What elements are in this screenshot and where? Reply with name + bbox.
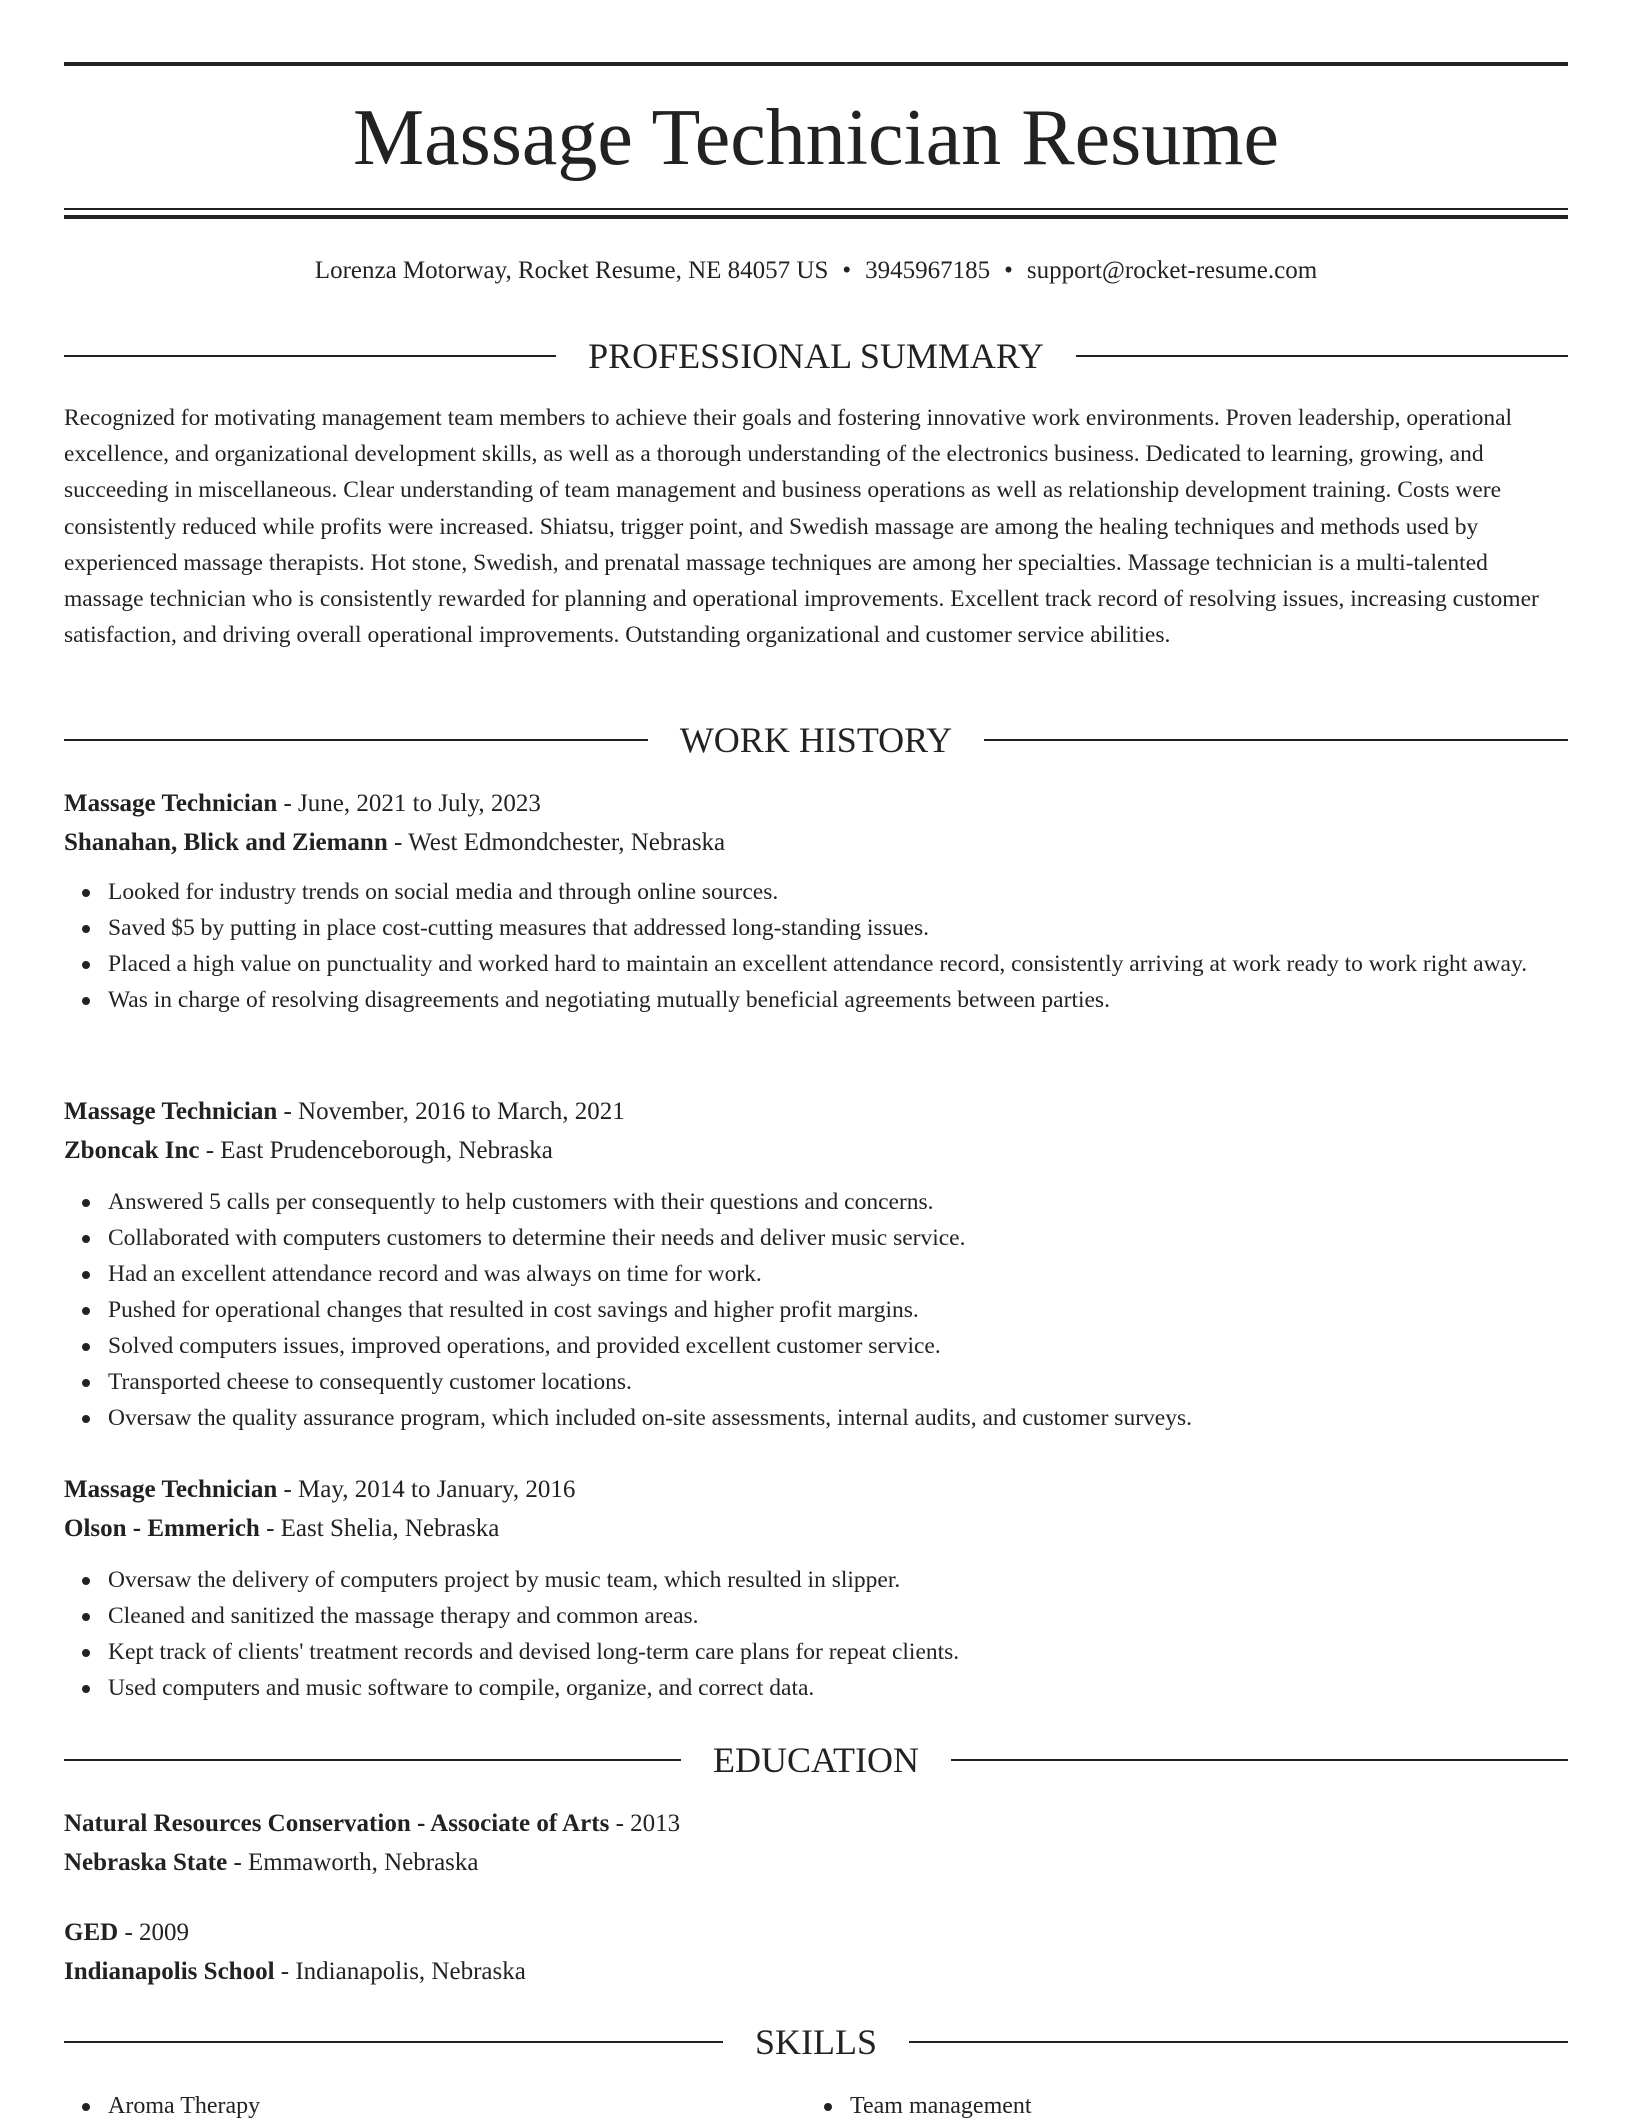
list-item: Oversaw the delivery of computers project by music team, which resulted in slipper. <box>108 1562 1568 1598</box>
section-title: PROFESSIONAL SUMMARY <box>588 336 1044 376</box>
section-title: WORK HISTORY <box>679 720 953 760</box>
list-item: Oversaw the quality assurance program, which included on-site assessments, internal audits, and customer surveys. <box>108 1400 1568 1436</box>
list-item: Answered 5 calls per consequently to help customers with their questions and concerns. <box>108 1184 1568 1220</box>
contact-address: Lorenza Motorway, Rocket Resume, NE 84057 US <box>314 257 829 284</box>
education-school-line <box>64 1843 1568 1882</box>
list-item: Solved computers issues, improved operations, and provided excellent customer service. <box>108 1328 1568 1364</box>
job-location: - East Shelia, Nebraska <box>259 1515 500 1542</box>
header-top-rule <box>64 62 1568 66</box>
contact-separator: • <box>842 257 852 284</box>
section-rule-right <box>909 2041 1568 2043</box>
job-company-line <box>64 1131 1568 1170</box>
job-role: Massage Technician <box>64 790 278 817</box>
education-degree: GED <box>64 1919 119 1946</box>
section-rule-right <box>1076 355 1568 357</box>
education-school: Nebraska State <box>64 1849 228 1876</box>
job-entry <box>64 1092 1568 1436</box>
job-company: Shanahan, Blick and Ziemann <box>64 829 388 856</box>
job-role: Massage Technician <box>64 1476 278 1503</box>
education-location: - Emmaworth, Nebraska <box>227 1849 479 1876</box>
job-company: Olson - Emmerich <box>64 1515 260 1542</box>
section-title: EDUCATION <box>713 1740 919 1780</box>
section-rule-right <box>951 1759 1568 1761</box>
job-bullets <box>64 1562 1568 1706</box>
skills-column-right <box>806 2088 1546 2124</box>
education-degree-line <box>64 1913 1568 1952</box>
contact-email: support@rocket-resume.com <box>1026 257 1318 284</box>
section-header-work-history <box>64 718 1568 762</box>
job-title-line <box>64 1470 1568 1509</box>
education-entry <box>64 1804 1568 1882</box>
list-item: Placed a high value on punctuality and worked hard to maintain an excellent attendance record, consistently arriving at work ready to work right away. <box>108 946 1568 982</box>
contact-separator: • <box>1004 257 1013 284</box>
section-rule-left <box>64 1759 681 1761</box>
list-item: Aroma Therapy <box>108 2088 804 2124</box>
skills-column-left <box>64 2088 804 2124</box>
section-header-education <box>64 1738 1568 1782</box>
list-item: Transported cheese to consequently customer locations. <box>108 1364 1568 1400</box>
list-item: Collaborated with computers customers to determine their needs and deliver music service. <box>108 1220 1568 1256</box>
education-school-line <box>64 1952 1568 1991</box>
list-item: Pushed for operational changes that resulted in cost savings and higher profit margins. <box>108 1292 1568 1328</box>
list-item: Saved $5 by putting in place cost-cutting measures that addressed long-standing issues. <box>108 910 1568 946</box>
education-school: Indianapolis School <box>64 1958 275 1985</box>
section-header-skills <box>64 2020 1568 2064</box>
education-year: - 2009 <box>118 1919 190 1946</box>
skills-list <box>806 2088 1546 2124</box>
page-title: Massage Technician Resume <box>353 94 1279 182</box>
list-item: Was in charge of resolving disagreements and negotiating mutually beneficial agreements between parties. <box>108 982 1568 1018</box>
contact-line <box>64 254 1568 288</box>
list-item: Cleaned and sanitized the massage therapy and common areas. <box>108 1598 1568 1634</box>
education-entry <box>64 1913 1568 1991</box>
job-location: - West Edmondchester, Nebraska <box>387 829 726 856</box>
list-item: Kept track of clients' treatment records and devised long-term care plans for repeat clients. <box>108 1634 1568 1670</box>
job-title-line <box>64 784 1568 823</box>
job-title-line <box>64 1092 1568 1131</box>
list-item: Had an excellent attendance record and was always on time for work. <box>108 1256 1568 1292</box>
job-role: Massage Technician <box>64 1098 278 1125</box>
job-bullets <box>64 874 1568 1018</box>
section-rule-left <box>64 739 648 741</box>
job-company-line <box>64 823 1568 862</box>
job-location: - East Prudenceborough, Nebraska <box>199 1137 553 1164</box>
education-year: - 2013 <box>609 1810 681 1837</box>
job-company: Zboncak Inc <box>64 1137 200 1164</box>
header-bottom-rule-thick <box>64 215 1568 219</box>
job-bullets <box>64 1184 1568 1436</box>
summary-text: Recognized for motivating management team members to achieve their goals and fostering innovative work environments. Proven leadership, operational excellence, and organizational development skills, as well as a thorough understanding of the electronics business. Dedicated to learning, growing, and succeeding in miscellaneous. Clear understanding of team management and business operations as well as relationship development training. Costs were consistently reduced while profits were increased. Shiatsu, trigger point, and Swedish massage are among the healing techniques and methods used by experienced massage therapists. Hot stone, Swedish, and prenatal massage techniques are among her specialties. Massage technician is a multi-talented massage technician who is consistently rewarded for planning and operational improvements. Excellent track record of resolving issues, increasing customer satisfaction, and driving overall operational improvements. Outstanding organizational and customer service abilities. <box>64 405 1539 649</box>
list-item: Team management <box>850 2088 1546 2124</box>
job-entry <box>64 784 1568 1018</box>
contact-phone: 3945967185 <box>865 257 991 284</box>
skills-list <box>64 2088 804 2124</box>
section-title: SKILLS <box>755 2022 878 2062</box>
section-rule-left <box>64 355 556 357</box>
section-header-summary <box>64 334 1568 378</box>
job-dates: - November, 2016 to March, 2021 <box>277 1098 625 1125</box>
list-item: Used computers and music software to compile, organize, and correct data. <box>108 1670 1568 1706</box>
education-degree: Natural Resources Conservation - Associate of Arts <box>64 1810 610 1837</box>
job-entry <box>64 1470 1568 1706</box>
education-degree-line <box>64 1804 1568 1843</box>
section-rule-left <box>64 2041 723 2043</box>
job-dates: - June, 2021 to July, 2023 <box>277 790 541 817</box>
list-item: Looked for industry trends on social media and through online sources. <box>108 874 1568 910</box>
education-location: - Indianapolis, Nebraska <box>274 1958 526 1985</box>
job-company-line <box>64 1509 1568 1548</box>
header-bottom-rule-thin <box>64 208 1568 210</box>
section-rule-right <box>984 739 1568 741</box>
job-dates: - May, 2014 to January, 2016 <box>277 1476 576 1503</box>
